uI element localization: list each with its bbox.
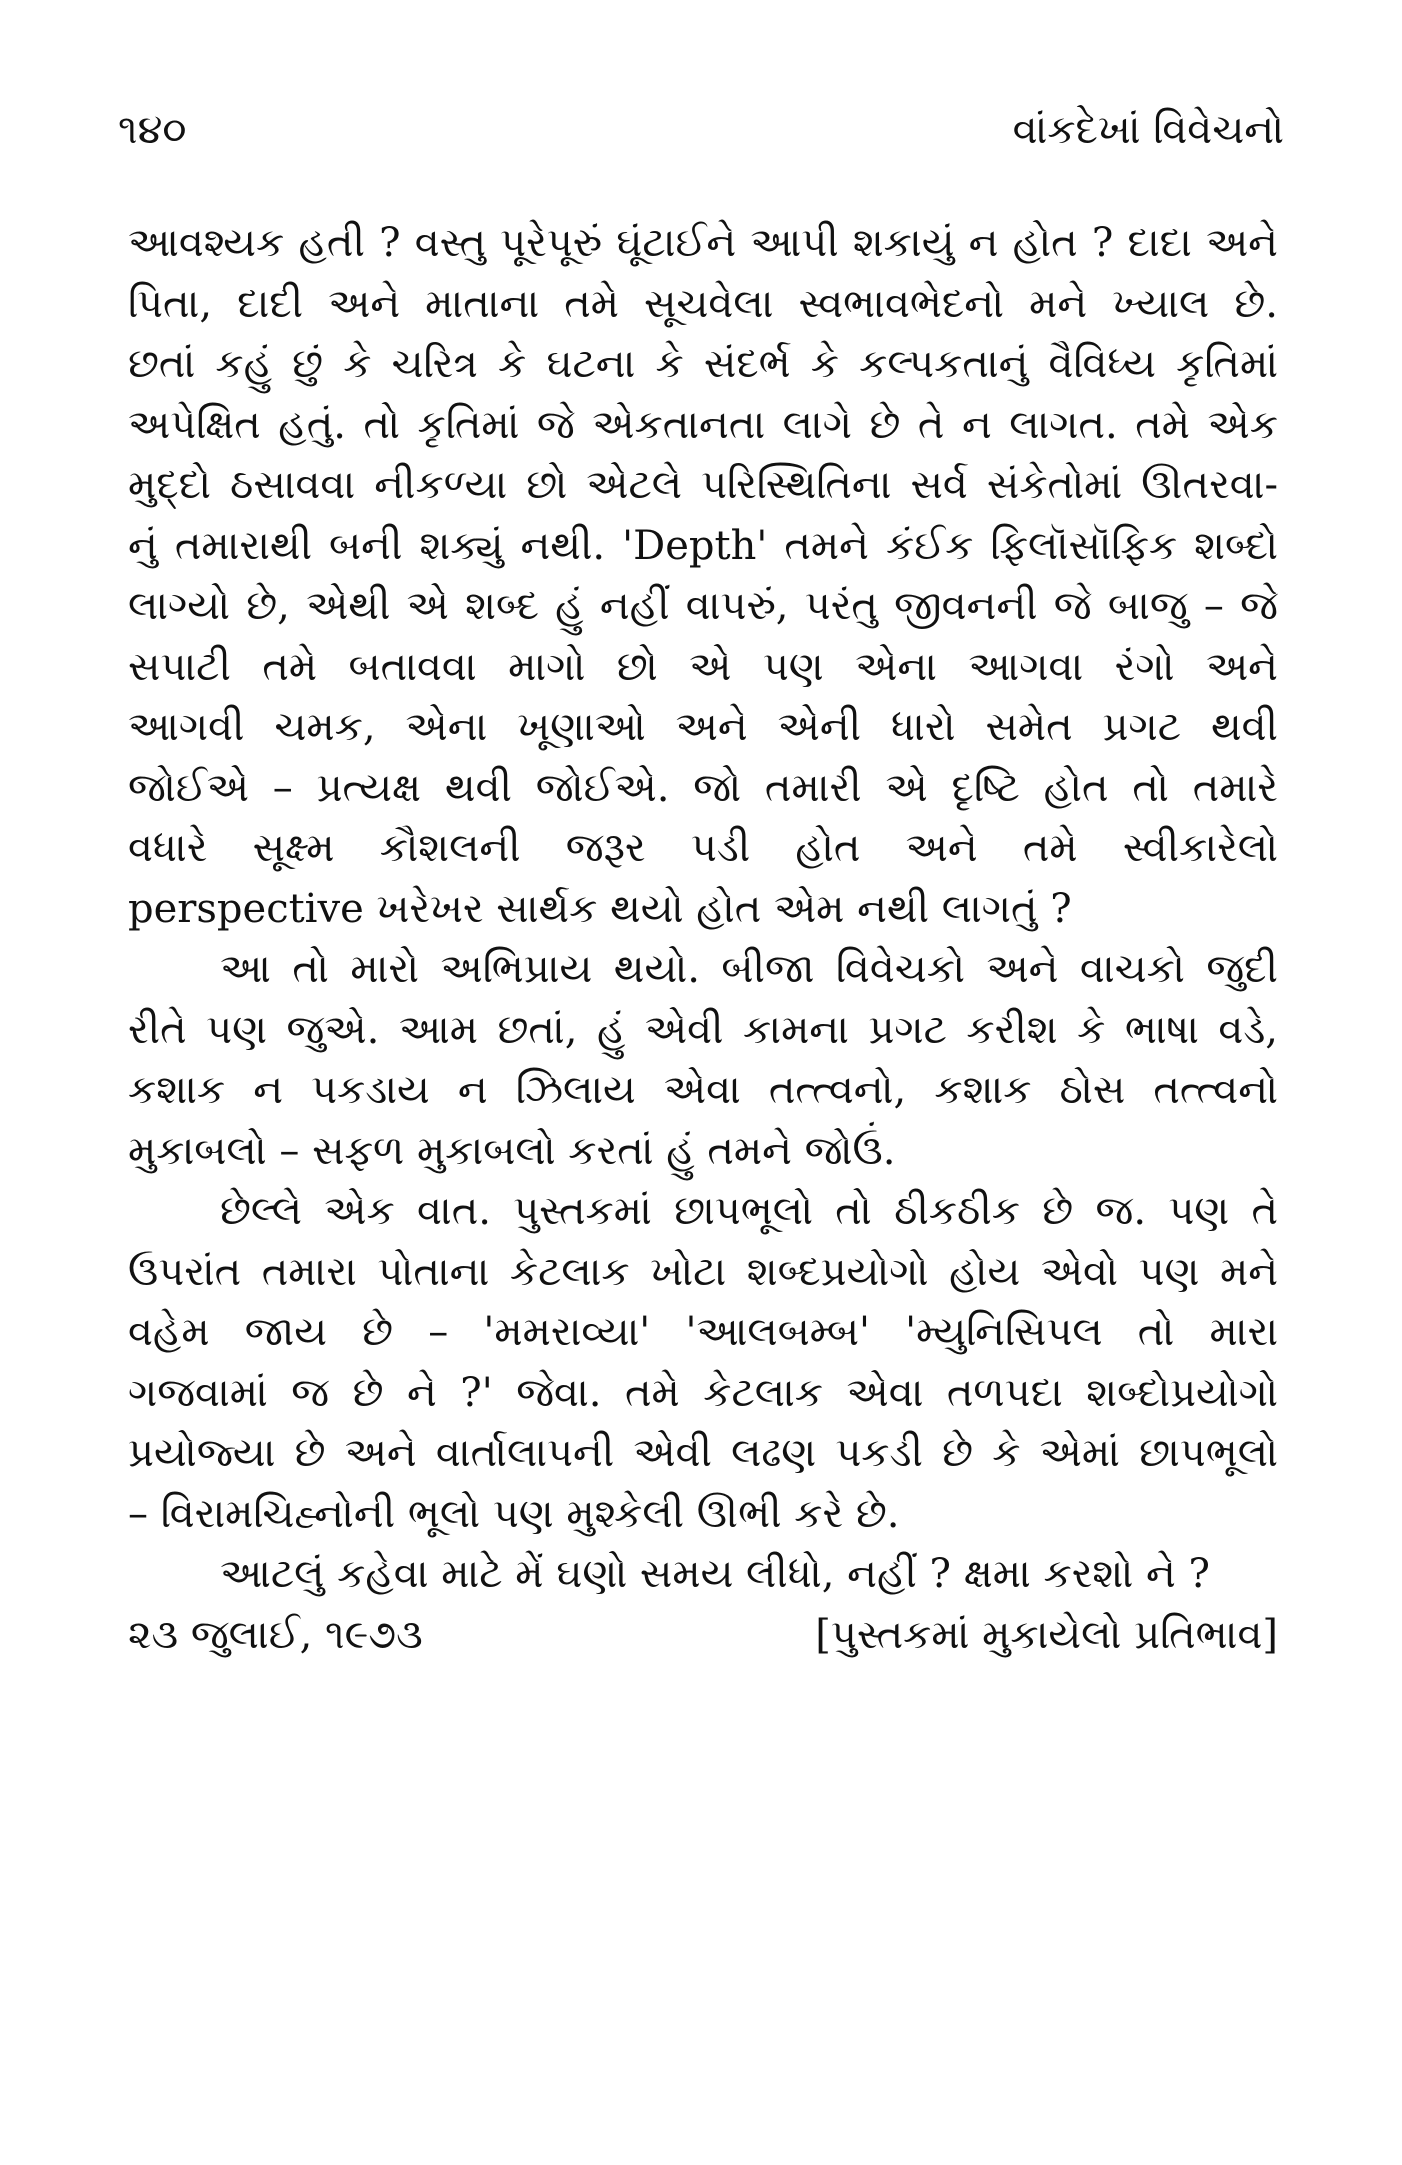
text-line: ગજવામાં જ છે ને ?' જેવા. તમે કેટલાક એવા તળપદા શબ્દોપ્રયોગો [128, 1369, 1278, 1416]
text-line: આવશ્યક હતી ? વસ્તુ પૂરેપૂરું ઘૂંટાઈને આપી શકાયું ન હોત ? દાદા અને [128, 220, 1278, 266]
text-line: નું તમારાથી બની શક્યું નથી. 'Depth' તમને કંઈક ફિલૉસૉફિક શબ્દો [128, 522, 1278, 569]
text-line: perspective ખરેખર સાર્થક થયો હોત એમ નથી લાગતું ? [128, 885, 1072, 932]
text-line: કશાક ન પકડાય ન ઝિલાય એવા તત્ત્વનો, કશાક ઠોસ તત્ત્વનો [128, 1067, 1278, 1113]
paragraph-start-line: છેલ્લે એક વાત. પુસ્તકમાં છાપભૂલો તો ઠીકઠીક છે જ. પણ તે [220, 1188, 1278, 1234]
page-number: ૧૪૦ [118, 107, 187, 153]
paragraph-start-line: આ તો મારો અભિપ્રાય થયો. બીજા વિવેચકો અને વાચકો જુદી [220, 946, 1278, 992]
text-line: વધારે સૂક્ષ્મ કૌશલની જરૂર પડી હોત અને તમે સ્વીકારેલો [128, 825, 1278, 871]
signoff-note: [પુસ્તકમાં મુકાયેલો પ્રતિભાવ] [815, 1611, 1278, 1658]
text-line: ઉપરાંત તમારા પોતાના કેટલાક ખોટા શબ્દપ્રયોગો હોય એવો પણ મને [128, 1248, 1278, 1295]
text-line: અપેક્ષિત હતું. તો કૃતિમાં જે એકતાનતા લાગે છે તે ન લાગત. તમે એક [128, 401, 1278, 448]
running-header [118, 100, 1284, 160]
signoff [128, 1605, 1278, 1666]
text-line: છતાં કહું છું કે ચરિત્ર કે ઘટના કે સંદર્ભ કે કલ્પકતાનું વૈવિધ્ય કૃતિમાં [128, 341, 1278, 387]
text-line: – વિરામચિહ્નોની ભૂલો પણ મુશ્કેલી ઊભી કરે છે. [128, 1490, 900, 1537]
text-line: વહેમ જાય છે – 'મમરાવ્યા' 'આલબમ્બ' 'મ્યુનિસિપલ તો મારા [128, 1309, 1278, 1355]
text-line: લાગ્યો છે, એથી એ શબ્દ હું નહીં વાપરું, પરંતુ જીવનની જે બાજુ – જે [128, 583, 1278, 629]
text-line: પ્રયોજ્યા છે અને વાર્તાલાપની એવી લઢણ પકડી છે કે એમાં છાપભૂલો [128, 1430, 1278, 1476]
book-title: વાંકદેખાં વિવેચનો [1012, 107, 1284, 153]
signoff-date: ૨૩ જુલાઈ, ૧૯૭૩ [128, 1611, 423, 1658]
text-line: મુદ્દો ઠસાવવા નીકળ્યા છો એટલે પરિસ્થિતિના સર્વ સંકેતોમાં ઊતરવા- [128, 462, 1278, 508]
text-line: રીતે પણ જુએ. આમ છતાં, હું એવી કામના પ્રગટ કરીશ કે ભાષા વડે, [128, 1006, 1278, 1053]
paragraph-start-line: આટલું કહેવા માટે મેં ઘણો સમય લીધો, નહીં ? ક્ષમા કરશો ને ? [220, 1551, 1210, 1597]
text-line: સપાટી તમે બતાવવા માગો છો એ પણ એના આગવા રંગો અને [128, 643, 1278, 690]
text-line: આગવી ચમક, એના ખૂણાઓ અને એની ધારો સમેત પ્રગટ થવી [128, 704, 1278, 750]
text-line: મુકાબલો – સફળ મુકાબલો કરતાં હું તમને જોઉં. [128, 1127, 896, 1174]
text-line: જોઈએ – પ્રત્યક્ષ થવી જોઈએ. જો તમારી એ દૃષ્ટિ હોત તો તમારે [128, 764, 1278, 811]
body-text [128, 213, 1278, 1665]
text-line: પિતા, દાદી અને માતાના તમે સૂચવેલા સ્વભાવભેદનો મને ખ્યાલ છે. [128, 280, 1278, 327]
